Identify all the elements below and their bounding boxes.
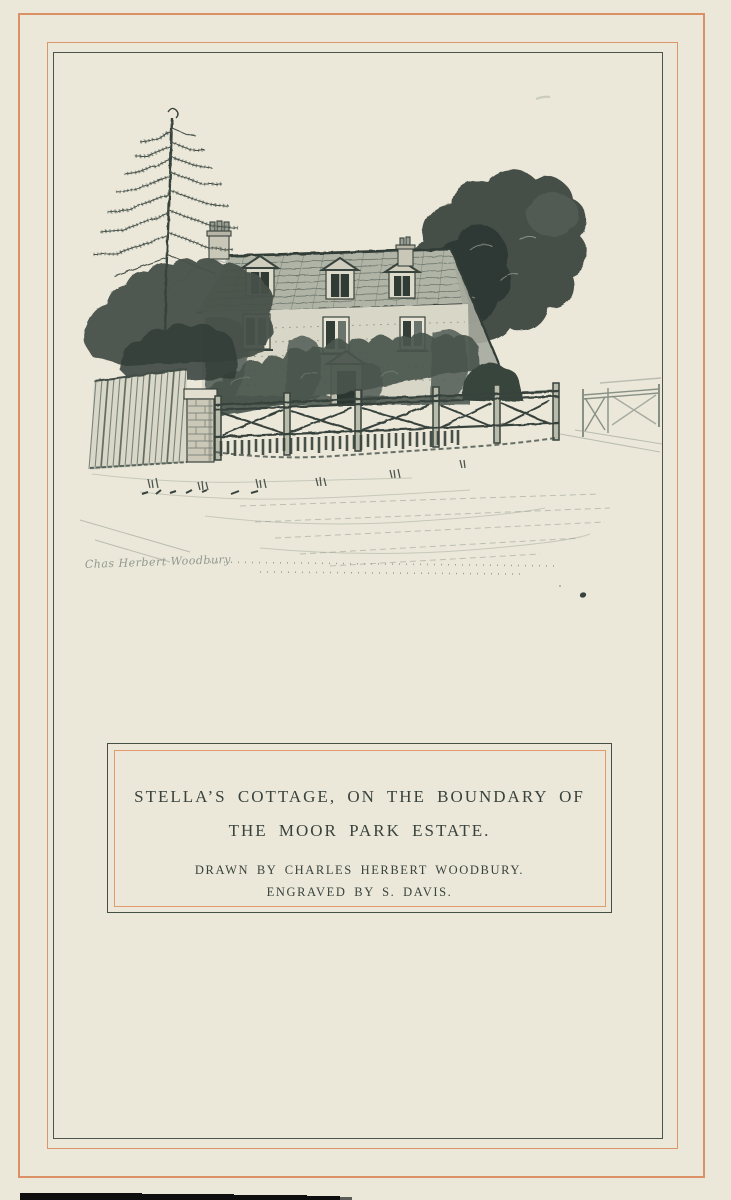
scan-edge-artifact: [234, 1195, 307, 1200]
scan-edge-artifact: [307, 1196, 340, 1200]
grass-marks: [142, 490, 258, 494]
scan-edge-artifact: [20, 1193, 142, 1200]
caption-box: [107, 743, 612, 913]
fir-tree: [84, 108, 273, 384]
plank-fence: [89, 369, 187, 470]
scan-edge-artifact: [142, 1194, 234, 1200]
plate-credits: [115, 859, 605, 903]
fence-pickets: [221, 430, 458, 456]
artist-signature: Chas Herbert Woodbury: [84, 552, 232, 571]
plate-title-line-2: THE MOOR PARK ESTATE.: [228, 820, 491, 840]
plate-title: [115, 780, 605, 848]
cottage-engraving: [60, 95, 675, 610]
credit-drawn-by: DRAWN BY CHARLES HERBERT WOODBURY.: [194, 862, 525, 877]
paper-smudge: [536, 97, 550, 99]
distant-gate: [583, 378, 661, 437]
caption-inner-rule: [114, 750, 606, 907]
credit-engraved-by: ENGRAVED BY S. DAVIS.: [266, 884, 453, 899]
plate-title-line-1: STELLA’S COTTAGE, ON THE BOUNDARY OF: [134, 786, 585, 806]
ink-spot: [559, 585, 587, 598]
brick-gate-post: [184, 389, 217, 462]
